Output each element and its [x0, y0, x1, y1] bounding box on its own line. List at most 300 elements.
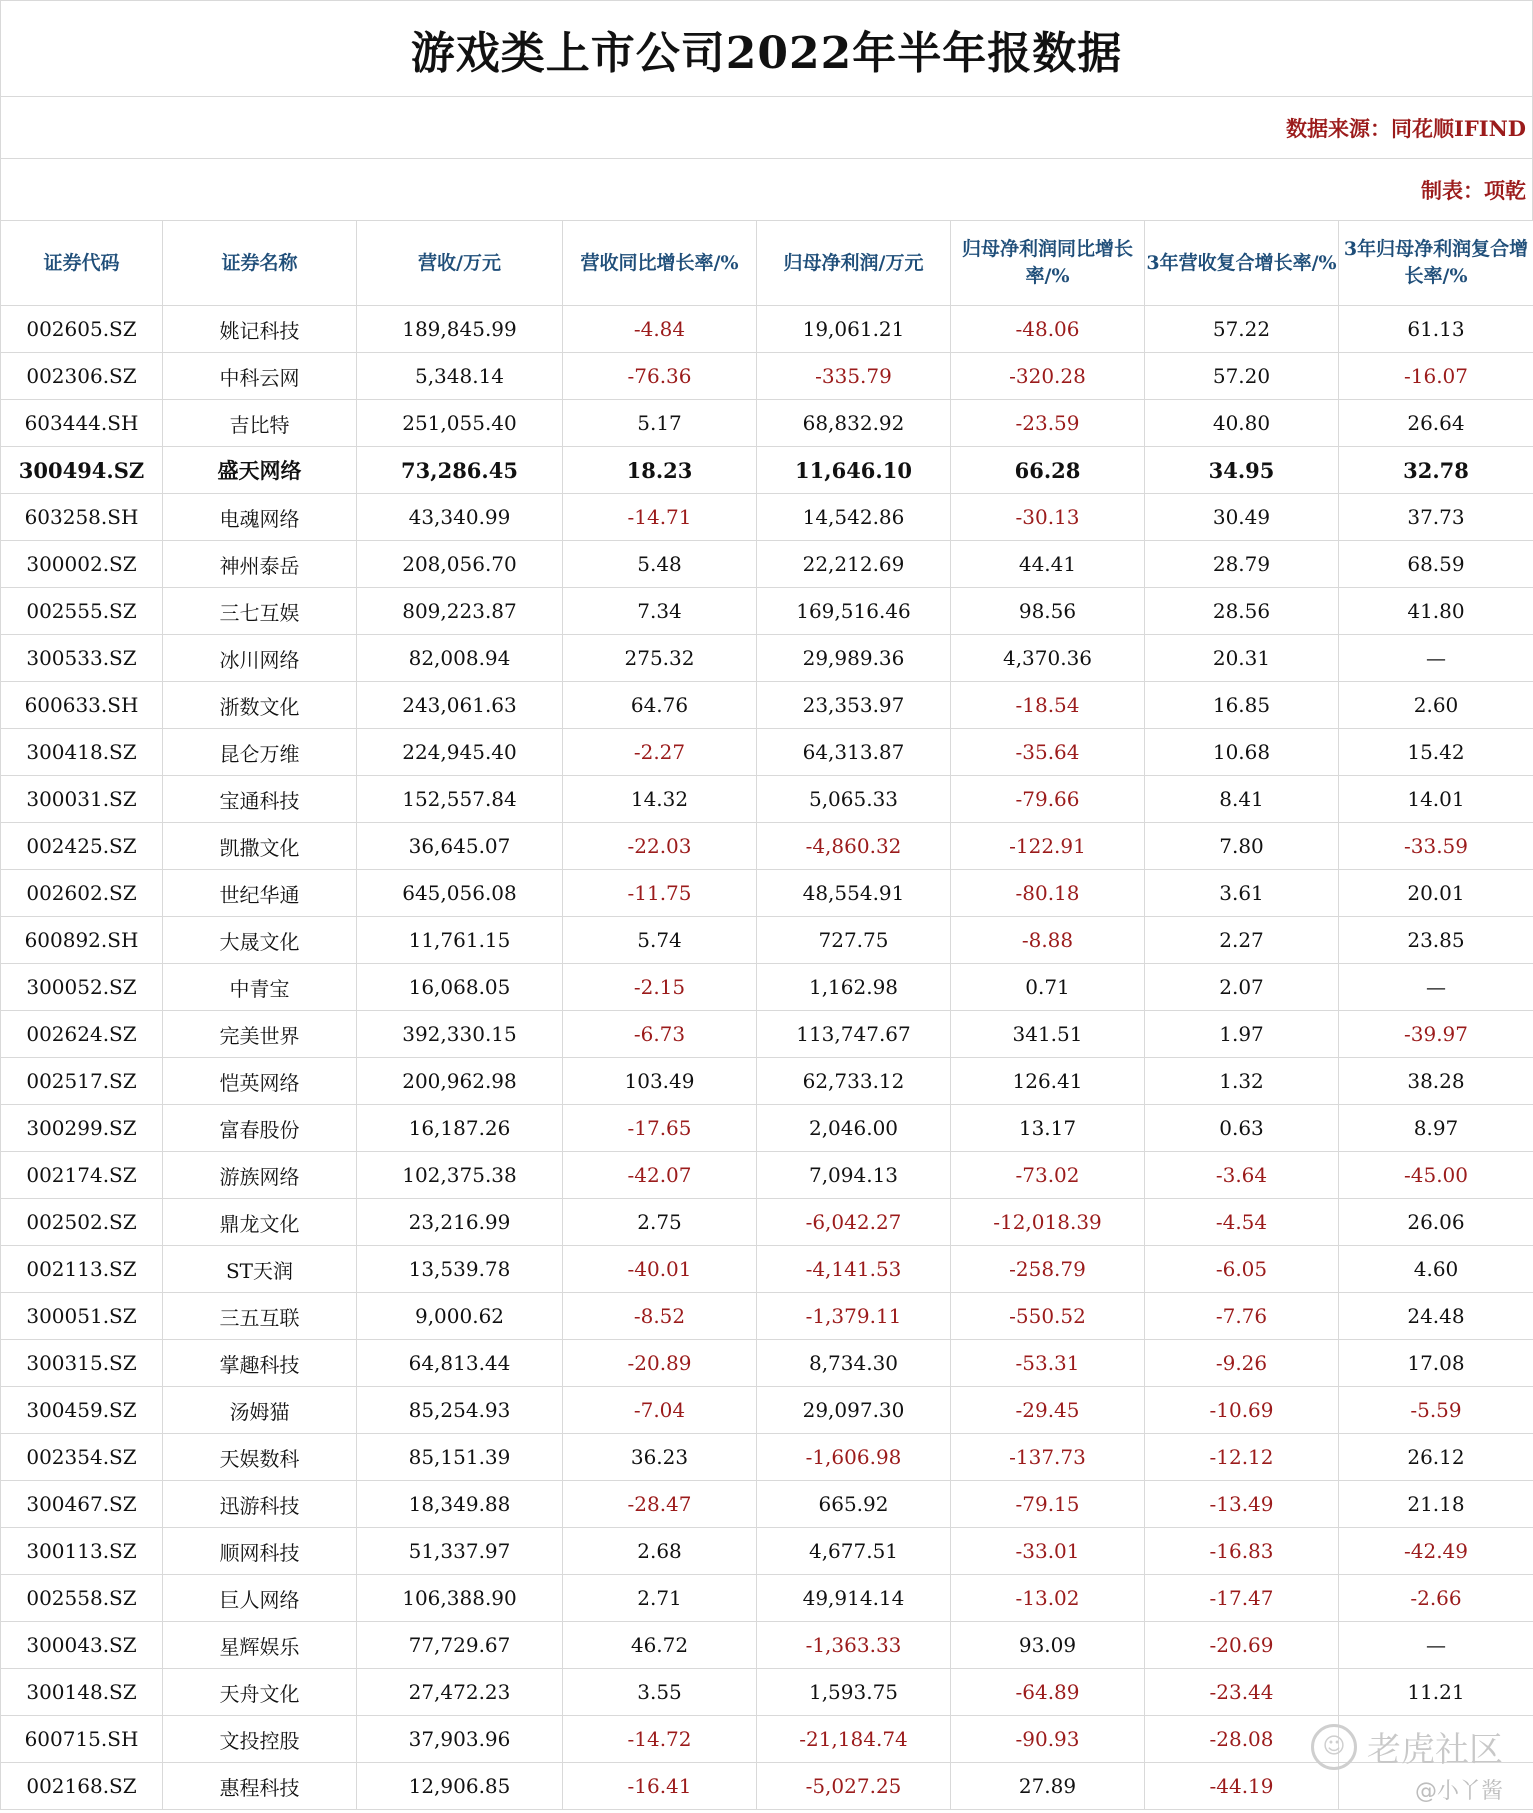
table-cell: 85,151.39 — [357, 1434, 563, 1481]
table-cell: 宝通科技 — [163, 776, 357, 823]
table-cell: 5,348.14 — [357, 353, 563, 400]
table-cell: 中青宝 — [163, 964, 357, 1011]
table-cell: 85,254.93 — [357, 1387, 563, 1434]
table-cell: 002602.SZ — [1, 870, 163, 917]
table-cell: 002502.SZ — [1, 1199, 163, 1246]
table-cell: 4,677.51 — [757, 1528, 951, 1575]
table-cell: 106,388.90 — [357, 1575, 563, 1622]
table-cell: 21.18 — [1339, 1481, 1533, 1528]
column-header: 归母净利润同比增长率/% — [951, 221, 1145, 306]
table-cell: 游族网络 — [163, 1152, 357, 1199]
table-cell: -7.04 — [563, 1387, 757, 1434]
table-row — [1, 1340, 1533, 1387]
table-cell: 27.89 — [951, 1763, 1145, 1810]
table-cell: 002558.SZ — [1, 1575, 163, 1622]
table-cell: -48.06 — [951, 306, 1145, 353]
table-row — [1, 1246, 1533, 1293]
table-cell: 27,472.23 — [357, 1669, 563, 1716]
table-cell: 002354.SZ — [1, 1434, 163, 1481]
table-cell: 18.23 — [563, 447, 757, 494]
column-header: 3年归母净利润复合增长率/% — [1339, 221, 1533, 306]
table-cell: 富春股份 — [163, 1105, 357, 1152]
table-row — [1, 1669, 1533, 1716]
table-cell: 300148.SZ — [1, 1669, 163, 1716]
table-row — [1, 870, 1533, 917]
table-cell: -1,379.11 — [757, 1293, 951, 1340]
table-row — [1, 1716, 1533, 1763]
table-row — [1, 823, 1533, 870]
table-cell: 8.41 — [1145, 776, 1339, 823]
table-cell: 神州泰岳 — [163, 541, 357, 588]
table-cell: 5.74 — [563, 917, 757, 964]
table-cell: 天舟文化 — [163, 1669, 357, 1716]
table-cell: 49,914.14 — [757, 1575, 951, 1622]
table-cell: 完美世界 — [163, 1011, 357, 1058]
table-cell: 34.95 — [1145, 447, 1339, 494]
company-table — [0, 220, 1533, 1810]
table-row — [1, 635, 1533, 682]
column-header: 营收/万元 — [357, 221, 563, 306]
table-cell: -2.27 — [563, 729, 757, 776]
table-cell: 1,593.75 — [757, 1669, 951, 1716]
table-cell: 41.80 — [1339, 588, 1533, 635]
table-row — [1, 682, 1533, 729]
table-cell: 38.28 — [1339, 1058, 1533, 1105]
table-cell: -137.73 — [951, 1434, 1145, 1481]
table-cell: -12,018.39 — [951, 1199, 1145, 1246]
table-header-row — [1, 221, 1533, 306]
table-cell: 13.17 — [951, 1105, 1145, 1152]
table-cell: 36.23 — [563, 1434, 757, 1481]
table-cell: 吉比特 — [163, 400, 357, 447]
table-cell: 巨人网络 — [163, 1575, 357, 1622]
table-cell: 37.73 — [1339, 494, 1533, 541]
table-cell: 26.64 — [1339, 400, 1533, 447]
table-cell: 19,061.21 — [757, 306, 951, 353]
table-row — [1, 306, 1533, 353]
table-cell: 14,542.86 — [757, 494, 951, 541]
table-cell: 64,313.87 — [757, 729, 951, 776]
table-row — [1, 494, 1533, 541]
table-cell: -20.69 — [1145, 1622, 1339, 1669]
table-cell: -28.08 — [1145, 1716, 1339, 1763]
table-cell: 600892.SH — [1, 917, 163, 964]
table-cell: -9.26 — [1145, 1340, 1339, 1387]
table-cell: 300315.SZ — [1, 1340, 163, 1387]
table-cell: 16,068.05 — [357, 964, 563, 1011]
table-cell: -4.54 — [1145, 1199, 1339, 1246]
table-cell: 169,516.46 — [757, 588, 951, 635]
table-cell: 鼎龙文化 — [163, 1199, 357, 1246]
table-cell: 7,094.13 — [757, 1152, 951, 1199]
table-cell: 中科云网 — [163, 353, 357, 400]
table-cell: 68,832.92 — [757, 400, 951, 447]
table-cell: 341.51 — [951, 1011, 1145, 1058]
table-cell: 15.42 — [1339, 729, 1533, 776]
table-cell: 30.49 — [1145, 494, 1339, 541]
table-cell: 14.01 — [1339, 776, 1533, 823]
table-cell: 98.56 — [951, 588, 1145, 635]
table-cell: 昆仑万维 — [163, 729, 357, 776]
table-cell: -2.66 — [1339, 1575, 1533, 1622]
table-row — [1, 1293, 1533, 1340]
table-cell: 152,557.84 — [357, 776, 563, 823]
table-row — [1, 447, 1533, 494]
table-cell: 300052.SZ — [1, 964, 163, 1011]
table-cell: 24.48 — [1339, 1293, 1533, 1340]
table-cell: 2.27 — [1145, 917, 1339, 964]
table-cell: 665.92 — [757, 1481, 951, 1528]
table-cell: -79.15 — [951, 1481, 1145, 1528]
table-row — [1, 353, 1533, 400]
table-cell: 300533.SZ — [1, 635, 163, 682]
table-cell: 300043.SZ — [1, 1622, 163, 1669]
table-cell: -1,606.98 — [757, 1434, 951, 1481]
table-cell: 251,055.40 — [357, 400, 563, 447]
source-label: 数据来源：同花顺IFIND — [1286, 115, 1526, 141]
watermark-user: @小丫酱 — [1414, 1779, 1503, 1804]
table-cell: 77,729.67 — [357, 1622, 563, 1669]
table-cell: -550.52 — [951, 1293, 1145, 1340]
table-cell: 2,046.00 — [757, 1105, 951, 1152]
table-row — [1, 1622, 1533, 1669]
table-cell: -35.64 — [951, 729, 1145, 776]
table-cell: 28.56 — [1145, 588, 1339, 635]
table-cell: -79.66 — [951, 776, 1145, 823]
table-cell: 57.20 — [1145, 353, 1339, 400]
table-cell: 凯撒文化 — [163, 823, 357, 870]
table-cell: -80.18 — [951, 870, 1145, 917]
table-cell: -17.65 — [563, 1105, 757, 1152]
table-cell: -14.72 — [563, 1716, 757, 1763]
table-cell: -258.79 — [951, 1246, 1145, 1293]
table-cell: 29,989.36 — [757, 635, 951, 682]
table-cell: 243,061.63 — [357, 682, 563, 729]
table-cell: 22,212.69 — [757, 541, 951, 588]
table-row — [1, 1575, 1533, 1622]
table-cell: 13,539.78 — [357, 1246, 563, 1293]
table-cell: 224,945.40 — [357, 729, 563, 776]
table-cell: 文投控股 — [163, 1716, 357, 1763]
table-cell: 星辉娱乐 — [163, 1622, 357, 1669]
table-cell: 23.85 — [1339, 917, 1533, 964]
watermark-brand: 老虎社区 — [1367, 1730, 1503, 1770]
table-cell: 8.97 — [1339, 1105, 1533, 1152]
table-cell: 掌趣科技 — [163, 1340, 357, 1387]
table-cell: 2.68 — [563, 1528, 757, 1575]
table-cell: 7.80 — [1145, 823, 1339, 870]
table-cell: -16.41 — [563, 1763, 757, 1810]
table-cell: 迅游科技 — [163, 1481, 357, 1528]
table-cell: 23,216.99 — [357, 1199, 563, 1246]
table-cell: -6.05 — [1145, 1246, 1339, 1293]
column-header: 3年营收复合增长率/% — [1145, 221, 1339, 306]
table-cell: -16.07 — [1339, 353, 1533, 400]
table-cell: 盛天网络 — [163, 447, 357, 494]
table-cell: -45.00 — [1339, 1152, 1533, 1199]
table-cell: 顺网科技 — [163, 1528, 357, 1575]
table-cell: -320.28 — [951, 353, 1145, 400]
table-cell: 275.32 — [563, 635, 757, 682]
table-cell: 300113.SZ — [1, 1528, 163, 1575]
table-cell: 世纪华通 — [163, 870, 357, 917]
table-cell: 20.31 — [1145, 635, 1339, 682]
table-cell: 102,375.38 — [357, 1152, 563, 1199]
table-row — [1, 541, 1533, 588]
table-row — [1, 776, 1533, 823]
table-cell: 113,747.67 — [757, 1011, 951, 1058]
table-cell: -335.79 — [757, 353, 951, 400]
table-cell: 300299.SZ — [1, 1105, 163, 1152]
table-cell: 9,000.62 — [357, 1293, 563, 1340]
table-cell: 26.12 — [1339, 1434, 1533, 1481]
title-row — [0, 0, 1533, 96]
table-cell: 20.01 — [1339, 870, 1533, 917]
table-cell: 809,223.87 — [357, 588, 563, 635]
table-cell: 727.75 — [757, 917, 951, 964]
table-cell: -53.31 — [951, 1340, 1145, 1387]
table-cell: 姚记科技 — [163, 306, 357, 353]
table-cell: 62,733.12 — [757, 1058, 951, 1105]
table-row — [1, 964, 1533, 1011]
table-cell: -39.97 — [1339, 1011, 1533, 1058]
table-cell: 200,962.98 — [357, 1058, 563, 1105]
table-cell: 5.48 — [563, 541, 757, 588]
table-cell: -6.73 — [563, 1011, 757, 1058]
table-cell: -3.64 — [1145, 1152, 1339, 1199]
table-cell: -4.84 — [563, 306, 757, 353]
column-header: 归母净利润/万元 — [757, 221, 951, 306]
table-cell: 126.41 — [951, 1058, 1145, 1105]
table-cell: 37,903.96 — [357, 1716, 563, 1763]
table-cell: 1.32 — [1145, 1058, 1339, 1105]
table-cell: -33.01 — [951, 1528, 1145, 1575]
table-cell: — — [1339, 1622, 1533, 1669]
table-row — [1, 588, 1533, 635]
table-cell: 002174.SZ — [1, 1152, 163, 1199]
table-cell: 300051.SZ — [1, 1293, 163, 1340]
table-cell: 32.78 — [1339, 447, 1533, 494]
watermark — [1311, 1722, 1503, 1771]
table-cell: 103.49 — [563, 1058, 757, 1105]
table-cell: 300002.SZ — [1, 541, 163, 588]
table-cell: -4,141.53 — [757, 1246, 951, 1293]
table-cell: -13.02 — [951, 1575, 1145, 1622]
table-cell: 300031.SZ — [1, 776, 163, 823]
table-row — [1, 1434, 1533, 1481]
table-cell: 93.09 — [951, 1622, 1145, 1669]
table-cell: 天娱数科 — [163, 1434, 357, 1481]
table-cell: -8.52 — [563, 1293, 757, 1340]
table-row — [1, 400, 1533, 447]
table-cell: 5,065.33 — [757, 776, 951, 823]
table-cell: -42.49 — [1339, 1528, 1533, 1575]
table-row — [1, 1011, 1533, 1058]
table-cell: 002113.SZ — [1, 1246, 163, 1293]
table-cell: -10.69 — [1145, 1387, 1339, 1434]
table-cell: 三五互联 — [163, 1293, 357, 1340]
table-body — [1, 306, 1533, 1810]
table-cell: 189,845.99 — [357, 306, 563, 353]
table-cell: -6,042.27 — [757, 1199, 951, 1246]
table-cell: 7.34 — [563, 588, 757, 635]
table-cell: -11.75 — [563, 870, 757, 917]
table-cell: 28.79 — [1145, 541, 1339, 588]
table-cell: 300494.SZ — [1, 447, 163, 494]
table-cell: -40.01 — [563, 1246, 757, 1293]
table-cell: 三七互娱 — [163, 588, 357, 635]
table-cell: 惠程科技 — [163, 1763, 357, 1810]
table-cell: 48,554.91 — [757, 870, 951, 917]
author-row — [0, 158, 1533, 220]
table-cell: 0.63 — [1145, 1105, 1339, 1152]
table-cell: 002605.SZ — [1, 306, 163, 353]
table-cell: 冰川网络 — [163, 635, 357, 682]
column-header: 证券名称 — [163, 221, 357, 306]
table-cell: 36,645.07 — [357, 823, 563, 870]
table-cell: 14.32 — [563, 776, 757, 823]
table-cell: 002555.SZ — [1, 588, 163, 635]
table-cell: -29.45 — [951, 1387, 1145, 1434]
table-cell: 600715.SH — [1, 1716, 163, 1763]
table-row — [1, 1528, 1533, 1575]
table-cell: 46.72 — [563, 1622, 757, 1669]
table-cell: 18,349.88 — [357, 1481, 563, 1528]
table-cell: -21,184.74 — [757, 1716, 951, 1763]
table-cell: -18.54 — [951, 682, 1145, 729]
table-cell: 002425.SZ — [1, 823, 163, 870]
table-cell: -42.07 — [563, 1152, 757, 1199]
tiger-logo-icon: ☺ — [1311, 1724, 1357, 1770]
table-cell: 002517.SZ — [1, 1058, 163, 1105]
table-cell: 11,646.10 — [757, 447, 951, 494]
table-cell: — — [1339, 964, 1533, 1011]
table-cell: 8,734.30 — [757, 1340, 951, 1387]
table-cell: 300467.SZ — [1, 1481, 163, 1528]
table-row — [1, 917, 1533, 964]
table-cell: -23.44 — [1145, 1669, 1339, 1716]
table-cell: 4.60 — [1339, 1246, 1533, 1293]
table-cell: 603258.SH — [1, 494, 163, 541]
table-cell: 002168.SZ — [1, 1763, 163, 1810]
author-label: 制表：项乾 — [1421, 177, 1526, 203]
table-cell: -5,027.25 — [757, 1763, 951, 1810]
table-row — [1, 1763, 1533, 1810]
table-row — [1, 1152, 1533, 1199]
table-cell: 电魂网络 — [163, 494, 357, 541]
table-cell: -44.19 — [1145, 1763, 1339, 1810]
table-cell: 66.28 — [951, 447, 1145, 494]
table-cell: -122.91 — [951, 823, 1145, 870]
page-title: 游戏类上市公司2022年半年报数据 — [410, 27, 1123, 79]
table-cell: 51,337.97 — [357, 1528, 563, 1575]
table-cell: 600633.SH — [1, 682, 163, 729]
table-cell: 大晟文化 — [163, 917, 357, 964]
table-cell: -16.83 — [1145, 1528, 1339, 1575]
table-cell: 汤姆猫 — [163, 1387, 357, 1434]
table-cell: 64,813.44 — [357, 1340, 563, 1387]
table-cell: 23,353.97 — [757, 682, 951, 729]
table-cell: 61.13 — [1339, 306, 1533, 353]
table-cell: -20.89 — [563, 1340, 757, 1387]
table-cell: -22.03 — [563, 823, 757, 870]
table-cell: 0.71 — [951, 964, 1145, 1011]
table-cell: 12,906.85 — [357, 1763, 563, 1810]
table-cell: 2.75 — [563, 1199, 757, 1246]
table-cell: 1.97 — [1145, 1011, 1339, 1058]
table-cell: -30.13 — [951, 494, 1145, 541]
table-cell: 11,761.15 — [357, 917, 563, 964]
table-cell: 4,370.36 — [951, 635, 1145, 682]
table-cell: 17.08 — [1339, 1340, 1533, 1387]
table-cell: -8.88 — [951, 917, 1145, 964]
table-cell: 26.06 — [1339, 1199, 1533, 1246]
table-cell: 645,056.08 — [357, 870, 563, 917]
table-cell: — — [1339, 635, 1533, 682]
table-cell: 浙数文化 — [163, 682, 357, 729]
table-cell: 5.17 — [563, 400, 757, 447]
table-cell: 603444.SH — [1, 400, 163, 447]
table-cell: 16.85 — [1145, 682, 1339, 729]
table-cell: -64.89 — [951, 1669, 1145, 1716]
table-cell: 1,162.98 — [757, 964, 951, 1011]
table-cell: 68.59 — [1339, 541, 1533, 588]
table-row — [1, 1481, 1533, 1528]
table-cell: -17.47 — [1145, 1575, 1339, 1622]
column-header: 证券代码 — [1, 221, 163, 306]
table-cell: -14.71 — [563, 494, 757, 541]
table-row — [1, 1058, 1533, 1105]
table-cell: 44.41 — [951, 541, 1145, 588]
table-cell: -2.15 — [563, 964, 757, 1011]
table-cell: -73.02 — [951, 1152, 1145, 1199]
table-cell: 82,008.94 — [357, 635, 563, 682]
table-cell: -33.59 — [1339, 823, 1533, 870]
table-cell: 300418.SZ — [1, 729, 163, 776]
table-cell: 2.71 — [563, 1575, 757, 1622]
table-cell: -7.76 — [1145, 1293, 1339, 1340]
table-cell: 16,187.26 — [357, 1105, 563, 1152]
source-row — [0, 96, 1533, 158]
table-cell: 57.22 — [1145, 306, 1339, 353]
table-cell: 40.80 — [1145, 400, 1339, 447]
column-header: 营收同比增长率/% — [563, 221, 757, 306]
table-cell: 208,056.70 — [357, 541, 563, 588]
table-cell: -5.59 — [1339, 1387, 1533, 1434]
table-cell: -28.47 — [563, 1481, 757, 1528]
table-cell: -76.36 — [563, 353, 757, 400]
table-cell: 3.61 — [1145, 870, 1339, 917]
table-cell: 2.60 — [1339, 682, 1533, 729]
table-cell: -12.12 — [1145, 1434, 1339, 1481]
table-row — [1, 1105, 1533, 1152]
table-row — [1, 1199, 1533, 1246]
table-cell: 恺英网络 — [163, 1058, 357, 1105]
table-cell: -13.49 — [1145, 1481, 1339, 1528]
table-cell: 002624.SZ — [1, 1011, 163, 1058]
table-cell: ST天润 — [163, 1246, 357, 1293]
table-cell: 300459.SZ — [1, 1387, 163, 1434]
table-cell: 3.55 — [563, 1669, 757, 1716]
table-cell: -4,860.32 — [757, 823, 951, 870]
table-cell: 43,340.99 — [357, 494, 563, 541]
table-cell: 10.68 — [1145, 729, 1339, 776]
table-row — [1, 729, 1533, 776]
table-cell: 002306.SZ — [1, 353, 163, 400]
table-cell: -90.93 — [951, 1716, 1145, 1763]
table-row — [1, 1387, 1533, 1434]
table-cell: 2.07 — [1145, 964, 1339, 1011]
